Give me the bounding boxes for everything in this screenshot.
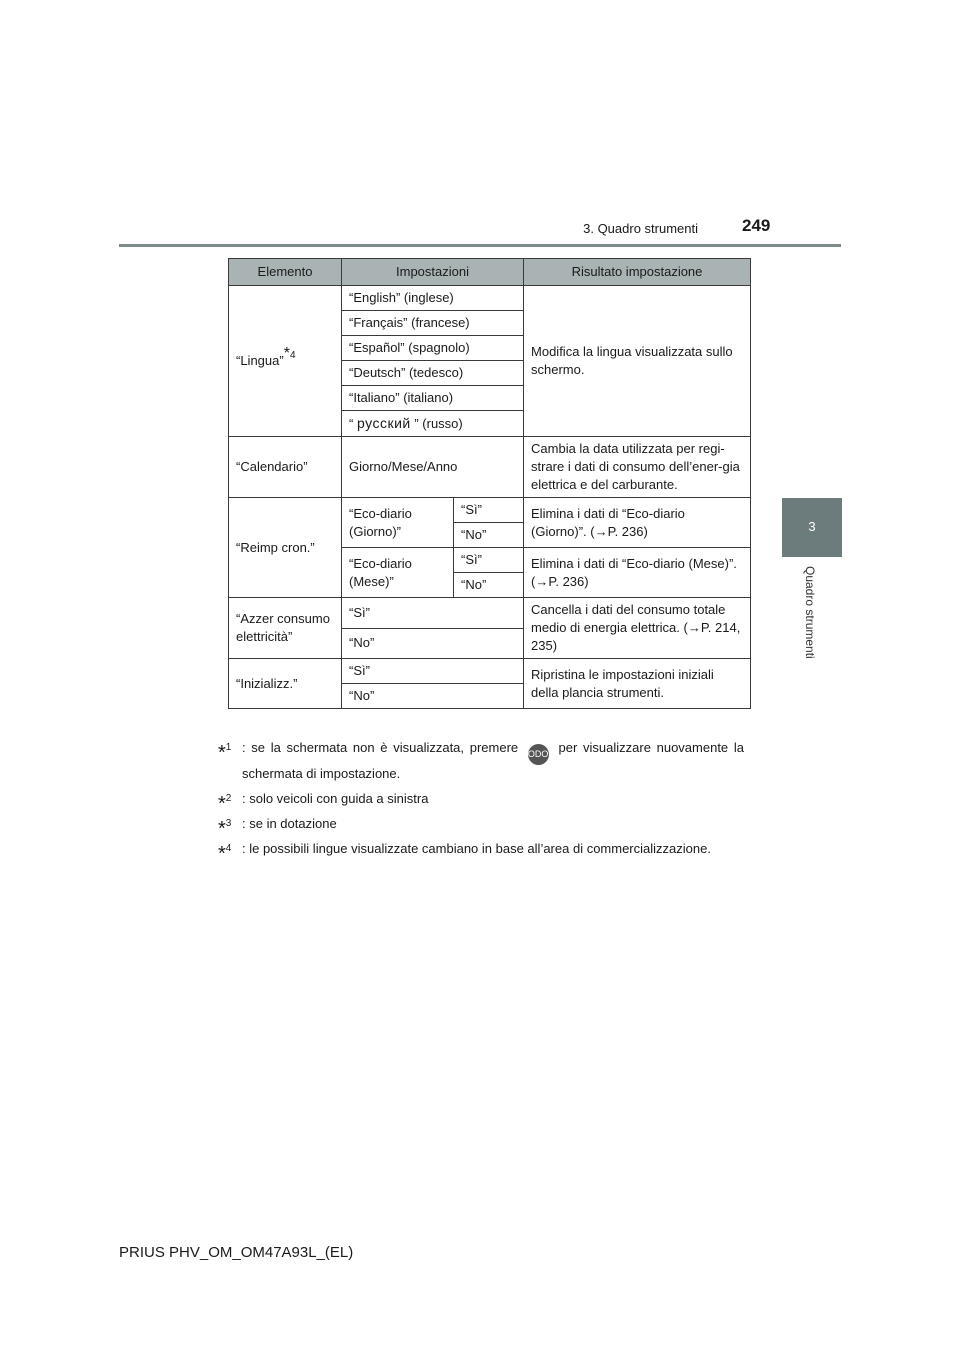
reimp-mese-yes: “Sì” xyxy=(454,548,524,573)
odo-button-icon: ODO xyxy=(528,744,549,765)
table-row xyxy=(229,598,751,629)
reimp-giorno-yes: “Sì” xyxy=(454,498,524,523)
azzer-element: “Azzer consumo elettricità” xyxy=(229,598,342,659)
footnotes xyxy=(218,739,744,865)
reimp-mese-label: “Eco-diario (Mese)” xyxy=(342,548,454,598)
footnote-marker: *$^1$ xyxy=(218,742,232,764)
reimp-mese-result: Elimina i dati di “Eco-diario (Mese)”. (→P. 236) xyxy=(524,548,751,598)
section-title: 3. Quadro strumenti xyxy=(583,221,698,236)
chapter-tab-number: 3 xyxy=(808,519,816,534)
page-number: 249 xyxy=(742,216,771,235)
lingua-option-francais: “Français” (francese) xyxy=(342,311,524,336)
table-row xyxy=(229,498,751,523)
footnote-marker: *$^4$ xyxy=(218,843,232,865)
footnote-4: *$^4$ : le possibili lingue visualizzate cambiano in base all’area di commercializzazione. xyxy=(218,841,711,865)
lingua-option-espanol: “Español” (spagnolo) xyxy=(342,336,524,361)
footnote-2: *$^2$ : solo veicoli con guida a sinistra xyxy=(218,791,429,815)
reimp-giorno-result: Elimina i dati di “Eco-diario (Giorno)”. (→P. 236) xyxy=(524,498,751,548)
reimp-giorno-no: “No” xyxy=(454,523,524,548)
page-header xyxy=(0,0,960,250)
document-code: PRIUS PHV_OM_OM47A93L_(EL) xyxy=(119,1244,354,1261)
azzer-yes: “Sì” xyxy=(342,598,524,629)
reimp-element: “Reimp cron.” xyxy=(229,498,342,598)
reimp-giorno-label: “Eco-diario (Giorno)” xyxy=(342,498,454,548)
header-risultato: Risultato impostazione xyxy=(524,259,751,286)
table-row xyxy=(229,659,751,684)
lingua-option-english: “English” (inglese) xyxy=(342,286,524,311)
azzer-result: Cancella i dati del consumo totale medio di energia elettrica. (→P. 214, 235) xyxy=(524,598,751,659)
lingua-option-russian: “ русский ” (russo) xyxy=(342,411,524,437)
azzer-no: “No” xyxy=(342,628,524,659)
calendario-result: Cambia la data utilizzata per regi-strare i dati di consumo dell’ener-gia elettrica e del carburante. xyxy=(524,437,751,498)
header-impostazioni: Impostazioni xyxy=(342,259,524,286)
calendario-setting: Giorno/Mese/Anno xyxy=(342,437,524,498)
inizializz-result: Ripristina le impostazioni iniziali della plancia strumenti. xyxy=(524,659,751,709)
header-divider xyxy=(119,244,841,247)
settings-table xyxy=(228,258,751,709)
table-row xyxy=(229,437,751,498)
inizializz-element: “Inizializz.” xyxy=(229,659,342,709)
table-row xyxy=(229,286,751,311)
lingua-element: “Lingua”$^{*4}$ xyxy=(229,286,342,437)
footnote-3: *$^3$ : se in dotazione xyxy=(218,816,337,840)
inizializz-no: “No” xyxy=(342,684,524,709)
lingua-option-deutsch: “Deutsch” (tedesco) xyxy=(342,361,524,386)
lingua-result: Modifica la lingua visualizzata sullo schermo. xyxy=(524,286,751,437)
footnote-marker: *$^3$ xyxy=(218,818,232,840)
reimp-mese-no: “No” xyxy=(454,573,524,598)
footnote-marker: *$^2$ xyxy=(218,793,232,815)
inizializz-yes: “Sì” xyxy=(342,659,524,684)
chapter-tab-label: Quadro strumenti xyxy=(803,566,817,659)
footnote-1: *$^1$ : se la schermata non è visualizzata, premere ODO per visualizzare nuovamente la schermata di impostazione. xyxy=(218,740,744,781)
chapter-tab[interactable] xyxy=(782,498,842,557)
header-elemento: Elemento xyxy=(229,259,342,286)
calendario-element: “Calendario” xyxy=(229,437,342,498)
lingua-option-italiano: “Italiano” (italiano) xyxy=(342,386,524,411)
table-header-row xyxy=(229,259,751,286)
